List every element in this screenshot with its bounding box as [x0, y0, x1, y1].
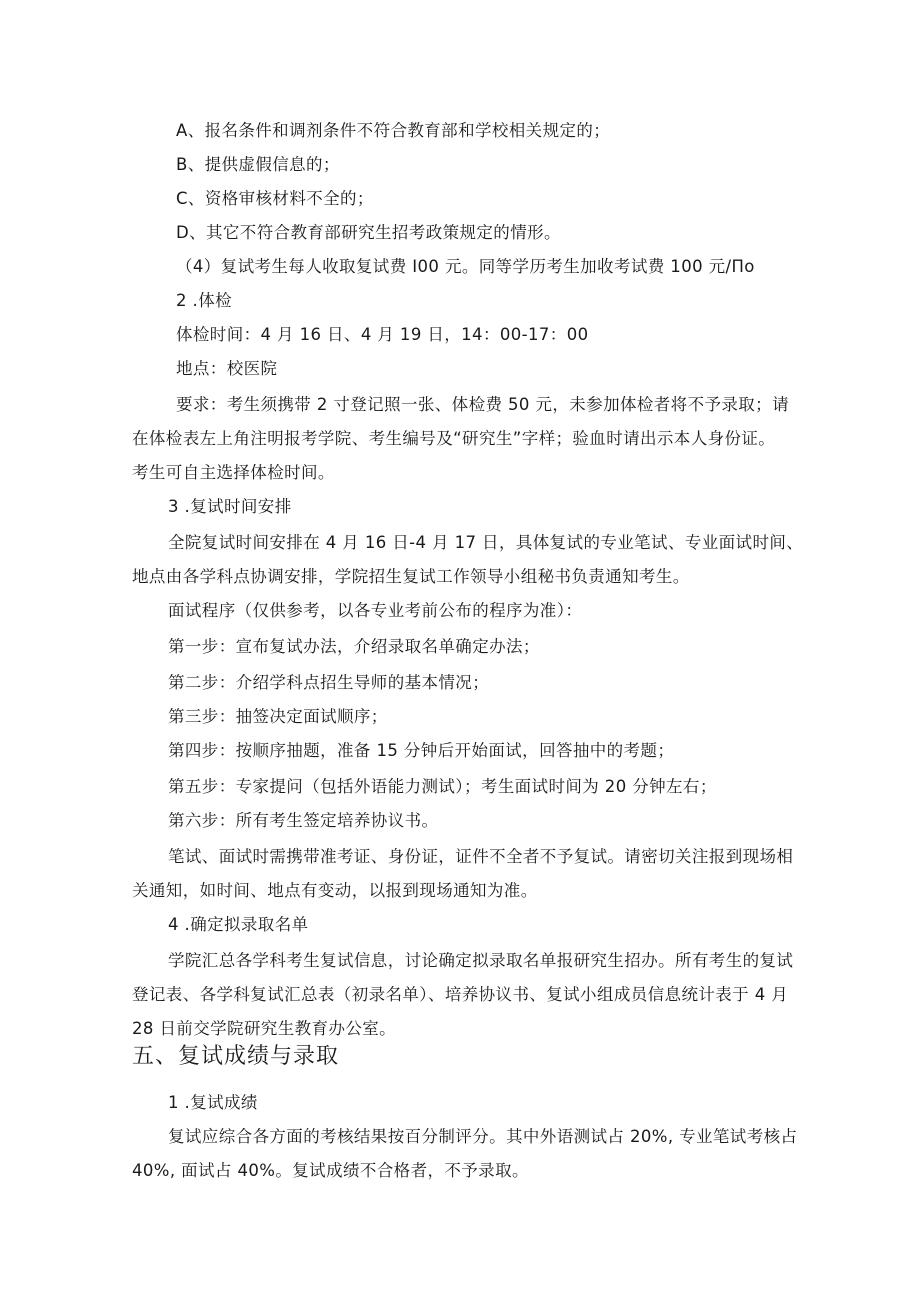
fee-note: （4）复试考生每人收取复试费 I00 元。同等学历考生加收考试费 100 元/Πo [176, 257, 755, 276]
step-1: 第一步：宣布复试办法，介绍录取名单确定办法； [168, 637, 540, 656]
step-4: 第四步：按顺序抽题，准备 15 分钟后开始面试，回答抽中的考题； [168, 741, 675, 760]
step-3: 第三步：抽签决定面试顺序； [168, 707, 388, 726]
admission-list-paragraph-cont: 登记表、各学科复试汇总表（初录名单）、培养协议书、复试小组成员信息统计表于 4 月 [132, 985, 789, 1004]
exclusion-c: C、资格审核材料不全的； [176, 189, 374, 208]
physical-exam-time: 体检时间：4 月 16 日、4 月 19 日，14：00-17：00 [176, 325, 589, 344]
physical-exam-requirement-end: 考生可自主选择体检时间。 [132, 463, 335, 482]
retest-score-paragraph: 复试应综合各方面的考核结果按百分制评分。其中外语测试占 20%, 专业笔试考核占 [168, 1127, 798, 1146]
step-6: 第六步：所有考生签定培养协议书。 [168, 811, 439, 830]
admission-list-paragraph-end: 28 日前交学院研究生教育办公室。 [132, 1019, 397, 1038]
retest-score-paragraph-cont: 40%, 面试占 40%。复试成绩不合格者，不予录取。 [132, 1161, 529, 1180]
admission-list-heading: 4 .确定拟录取名单 [168, 915, 309, 934]
schedule-paragraph-cont: 地点由各学科点协调安排，学院招生复试工作领导小组秘书负责通知考生。 [132, 567, 690, 586]
step-2: 第二步：介绍学科点招生导师的基本情况； [168, 673, 490, 692]
section-5-title: 五、复试成绩与录取 [132, 1044, 340, 1069]
exclusion-b: B、提供虚假信息的； [176, 155, 340, 174]
schedule-note: 笔试、面试时需携带准考证、身份证，证件不全者不予复试。请密切关注报到现场相 [168, 847, 794, 866]
interview-procedure: 面试程序（仅供参考，以各专业考前公布的程序为准）： [168, 601, 583, 620]
schedule-paragraph: 全院复试时间安排在 4 月 16 日-4 月 17 日，具体复试的专业笔试、专业面试时间、 [168, 533, 804, 552]
retest-score-heading: 1 .复试成绩 [168, 1093, 258, 1112]
physical-exam-place: 地点：校医院 [176, 359, 278, 378]
exclusion-a: A、报名条件和调剂条件不符合教育部和学校相关规定的； [176, 121, 611, 140]
admission-list-paragraph: 学院汇总各学科考生复试信息，讨论确定拟录取名单报研究生招办。所有考生的复试 [168, 951, 794, 970]
physical-exam-heading: 2 .体检 [176, 291, 232, 310]
schedule-note-cont: 关通知，如时间、地点有变动，以报到现场通知为准。 [132, 881, 538, 900]
step-5: 第五步：专家提问（包括外语能力测试）；考生面试时间为 20 分钟左右； [168, 777, 717, 796]
physical-exam-requirement: 要求：考生须携带 2 寸登记照一张、体检费 50 元，未参加体检者将不予录取；请 [176, 395, 789, 414]
schedule-heading: 3 .复试时间安排 [168, 497, 292, 516]
physical-exam-requirement-cont: 在体检表左上角注明报考学院、考生编号及“研究生”字样；验血时请出示本人身份证。 [132, 429, 776, 448]
exclusion-d: D、其它不符合教育部研究生招考政策规定的情形。 [176, 223, 561, 242]
